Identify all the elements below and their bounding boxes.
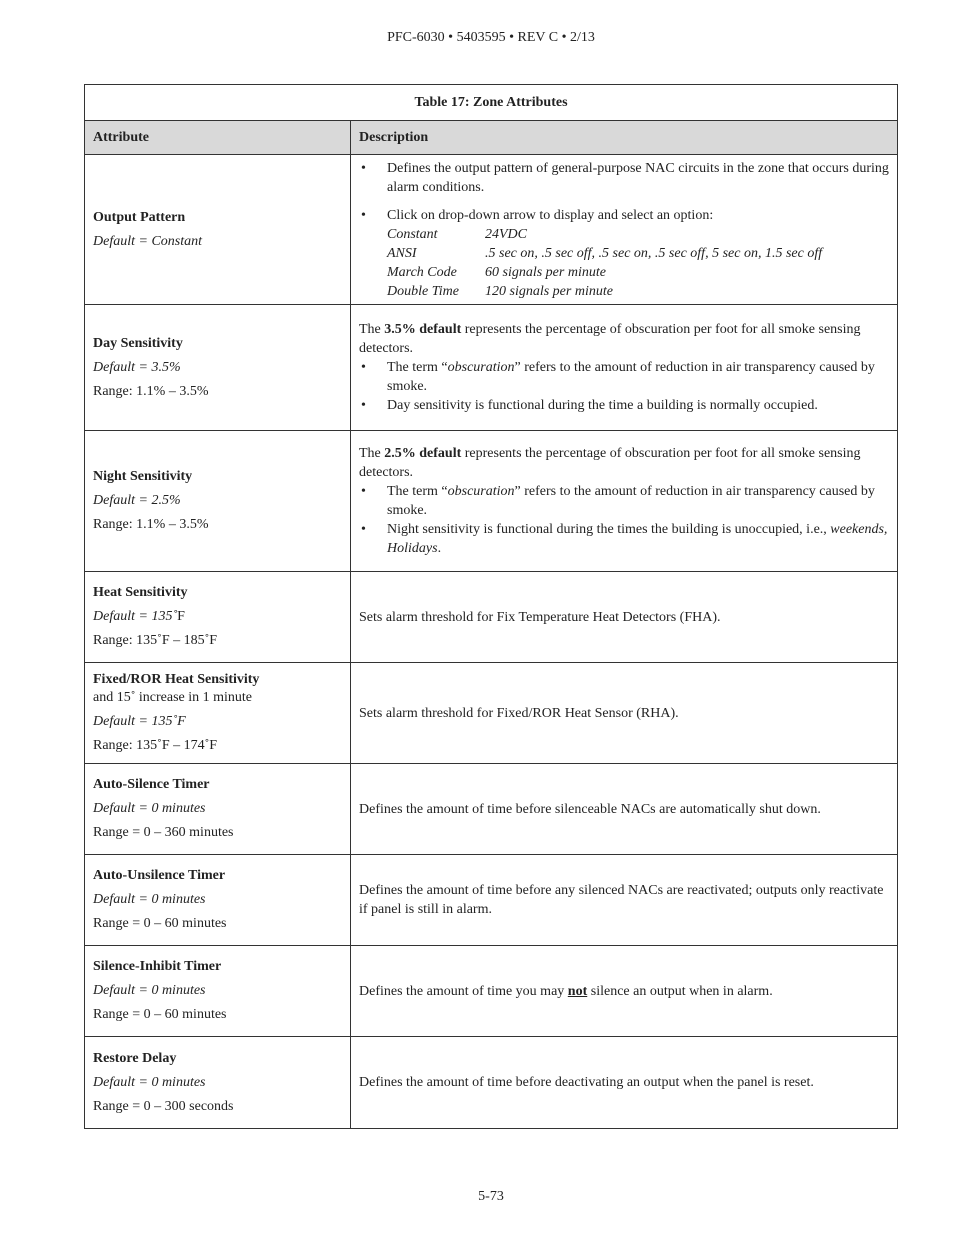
attribute-default: Default = 0 minutes — [93, 801, 206, 816]
attribute-name: Silence-Inhibit Timer — [93, 959, 222, 974]
attribute-range: Range = 0 – 300 seconds — [93, 1098, 234, 1114]
option-row — [387, 263, 822, 282]
table-row — [85, 431, 898, 572]
attribute-name: Day Sensitivity — [93, 335, 183, 351]
attribute-default: Default = 135˚F — [93, 609, 185, 624]
table-row — [85, 663, 898, 764]
description-cell — [351, 155, 898, 305]
attribute-range: Range = 0 – 60 minutes — [93, 1007, 227, 1022]
attribute-range: Range: 135˚F – 174˚F — [93, 738, 218, 753]
bullet-list — [359, 482, 889, 558]
zone-attributes-table — [84, 84, 898, 1129]
emphasis-not: not — [567, 983, 588, 999]
description-cell — [351, 764, 898, 855]
description-intro: The 3.5% default represents the percentage of obscuration per foot for all smoke sensing detectors. — [359, 322, 861, 356]
description-text: Sets alarm threshold for Fixed/ROR Heat Sensor (RHA). — [359, 705, 679, 721]
attribute-name: Night Sensitivity — [93, 469, 193, 484]
attribute-name: Fixed/ROR Heat Sensitivity — [93, 672, 260, 687]
attribute-range: Range = 0 – 60 minutes — [93, 916, 227, 931]
attribute-name: Restore Delay — [93, 1050, 177, 1066]
attribute-subtitle: and 15˚ increase in 1 minute — [93, 690, 253, 705]
table-row — [85, 946, 898, 1037]
attribute-range: Range = 0 – 360 minutes — [93, 825, 234, 840]
bullet-item: • Night sensitivity is functional during the times the building is unoccupied, i.e., weekends, Holidays. — [359, 520, 889, 558]
bullet-item: • The term “obscuration” refers to the amount of reduction in air transparency caused by smoke. — [359, 482, 889, 520]
attribute-name: Heat Sensitivity — [93, 585, 188, 600]
option-name: March Code — [387, 264, 457, 280]
table-row — [85, 305, 898, 431]
bullet-item — [359, 159, 889, 197]
attribute-default: Default = 0 minutes — [93, 892, 206, 907]
option-name: Double Time — [387, 283, 459, 299]
attribute-range: Range: 1.1% – 3.5% — [93, 517, 209, 532]
column-header-attribute: Attribute — [85, 121, 351, 155]
option-name: Constant — [387, 226, 438, 242]
description-text: Defines the amount of time before silenceable NACs are automatically shut down. — [359, 801, 821, 817]
bullet-list — [359, 159, 889, 301]
description-text: Defines the amount of time before any silenced NACs are reactivated; outputs only reactivate if panel is still in alarm. — [359, 883, 884, 917]
description-cell — [351, 431, 898, 572]
option-value: 24VDC — [485, 226, 527, 242]
attribute-name: Output Pattern — [93, 209, 186, 225]
option-row — [387, 225, 822, 244]
options-list — [387, 225, 822, 301]
table-row — [85, 572, 898, 663]
description-cell — [351, 855, 898, 946]
attribute-cell — [85, 764, 351, 855]
description-text: Defines the amount of time you may not silence an output when in alarm. — [359, 983, 773, 999]
attribute-name: Auto-Silence Timer — [93, 777, 210, 792]
description-cell — [351, 1037, 898, 1129]
page-header: PFC-6030 • 5403595 • REV C • 2/13 — [387, 30, 595, 45]
option-name: ANSI — [387, 245, 417, 261]
column-header-description: Description — [351, 121, 898, 155]
attribute-cell — [85, 855, 351, 946]
attribute-cell — [85, 155, 351, 305]
option-value: .5 sec on, .5 sec off, .5 sec on, .5 sec off, 5 sec on, 1.5 sec off — [485, 245, 823, 261]
attribute-cell — [85, 431, 351, 572]
option-value: 60 signals per minute — [485, 264, 606, 280]
attribute-default: Default = 3.5% — [93, 359, 181, 375]
description-cell — [351, 305, 898, 431]
bullet-text: Defines the output pattern of general-purpose NAC circuits in the zone that occurs during alarm conditions. — [387, 160, 889, 195]
attribute-cell — [85, 572, 351, 663]
attribute-default: Default = 2.5% — [93, 493, 181, 508]
attribute-cell — [85, 1037, 351, 1129]
bullet-item — [359, 206, 889, 301]
bullet-item: • Day sensitivity is functional during the time a building is normally occupied. — [359, 396, 889, 415]
attribute-name: Auto-Unsilence Timer — [93, 868, 226, 883]
attribute-default: Default = Constant — [93, 233, 203, 249]
description-intro: The 2.5% default represents the percentage of obscuration per foot for all smoke sensing detectors. — [359, 446, 861, 480]
attribute-cell — [85, 946, 351, 1037]
description-text: Sets alarm threshold for Fix Temperature Heat Detectors (FHA). — [359, 609, 721, 625]
attribute-default: Default = 0 minutes — [93, 1074, 206, 1090]
description-text: Defines the amount of time before deactivating an output when the panel is reset. — [359, 1075, 814, 1090]
option-row — [387, 282, 822, 301]
attribute-cell — [85, 663, 351, 764]
table-row — [85, 764, 898, 855]
attribute-default: Default = 0 minutes — [93, 983, 206, 998]
description-cell — [351, 946, 898, 1037]
attribute-range: Range: 135˚F – 185˚F — [93, 633, 218, 648]
bullet-item: • The term “obscuration” refers to the amount of reduction in air transparency caused by smoke. — [359, 358, 889, 396]
description-cell — [351, 663, 898, 764]
table-row — [85, 855, 898, 946]
attribute-range: Range: 1.1% – 3.5% — [93, 383, 209, 399]
page-number: 5-73 — [478, 1189, 504, 1204]
table-row — [85, 155, 898, 305]
description-cell — [351, 572, 898, 663]
attribute-cell — [85, 305, 351, 431]
option-value: 120 signals per minute — [485, 283, 613, 299]
bullet-text: Click on drop-down arrow to display and select an option: — [387, 207, 714, 223]
table-row — [85, 1037, 898, 1129]
table-title: Table 17: Zone Attributes — [85, 85, 898, 121]
attribute-default: Default = 135˚F — [93, 714, 186, 729]
option-row — [387, 244, 822, 263]
bullet-list — [359, 358, 889, 415]
